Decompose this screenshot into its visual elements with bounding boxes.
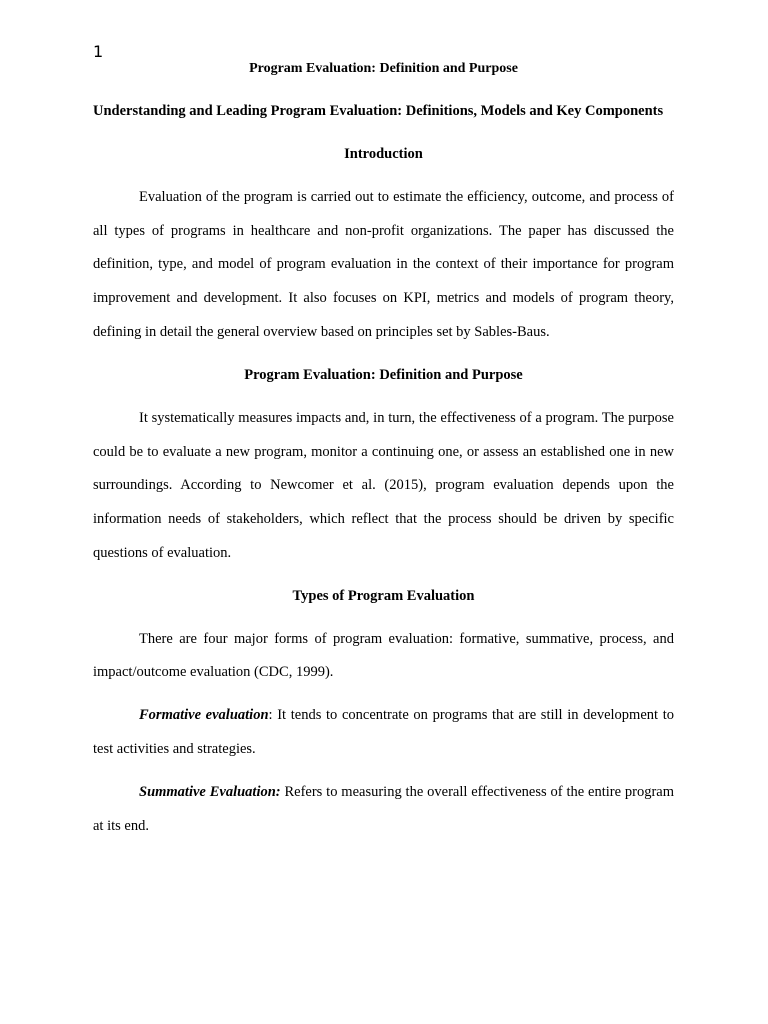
definition-heading: Program Evaluation: Definition and Purpose bbox=[244, 366, 523, 383]
formative-text: : It tends to concentrate on programs that are still in development to test activities and strategies. bbox=[93, 707, 674, 758]
summative-text: Refers to measuring the overall effectiveness of the entire program at its end. bbox=[93, 784, 674, 834]
page-number: 1 bbox=[93, 42, 104, 61]
introduction-paragraph: Evaluation of the program is carried out to estimate the efficiency, outcome, and process of all types of programs in healthcare and non-profit organizations. The paper has discussed the definition, type, and model of program evaluation in the context of their importance for program improvement and development. It also focuses on KPI, metrics and models of program theory, defining in detail the general overview based on principles set by Sables-Baus. bbox=[93, 189, 674, 340]
document-body bbox=[93, 95, 674, 853]
formative-paragraph bbox=[93, 699, 674, 766]
running-head: Program Evaluation: Definition and Purpose bbox=[249, 61, 518, 76]
types-paragraph: There are four major forms of program evaluation: formative, summative, process, and impact/outcome evaluation (CDC, 1999). bbox=[93, 630, 674, 681]
document-title: Understanding and Leading Program Evaluation: Definitions, Models and Key Components bbox=[93, 103, 664, 119]
definition-paragraph: It systematically measures impacts and, in turn, the effectiveness of a program. The purpose could be to evaluate a new program, monitor a continuing one, or assess an established one in new surroundings. According to Newcomer et al. (2015), program evaluation depends upon the information needs of stakeholders, which reflect that the process should be driven by specific questions of evaluation. bbox=[93, 409, 674, 561]
summative-term: Summative Evaluation: bbox=[139, 784, 281, 801]
introduction-heading: Introduction bbox=[344, 146, 423, 162]
types-heading: Types of Program Evaluation bbox=[292, 587, 475, 604]
summative-paragraph bbox=[93, 776, 674, 843]
formative-term: Formative evaluation bbox=[139, 707, 269, 724]
